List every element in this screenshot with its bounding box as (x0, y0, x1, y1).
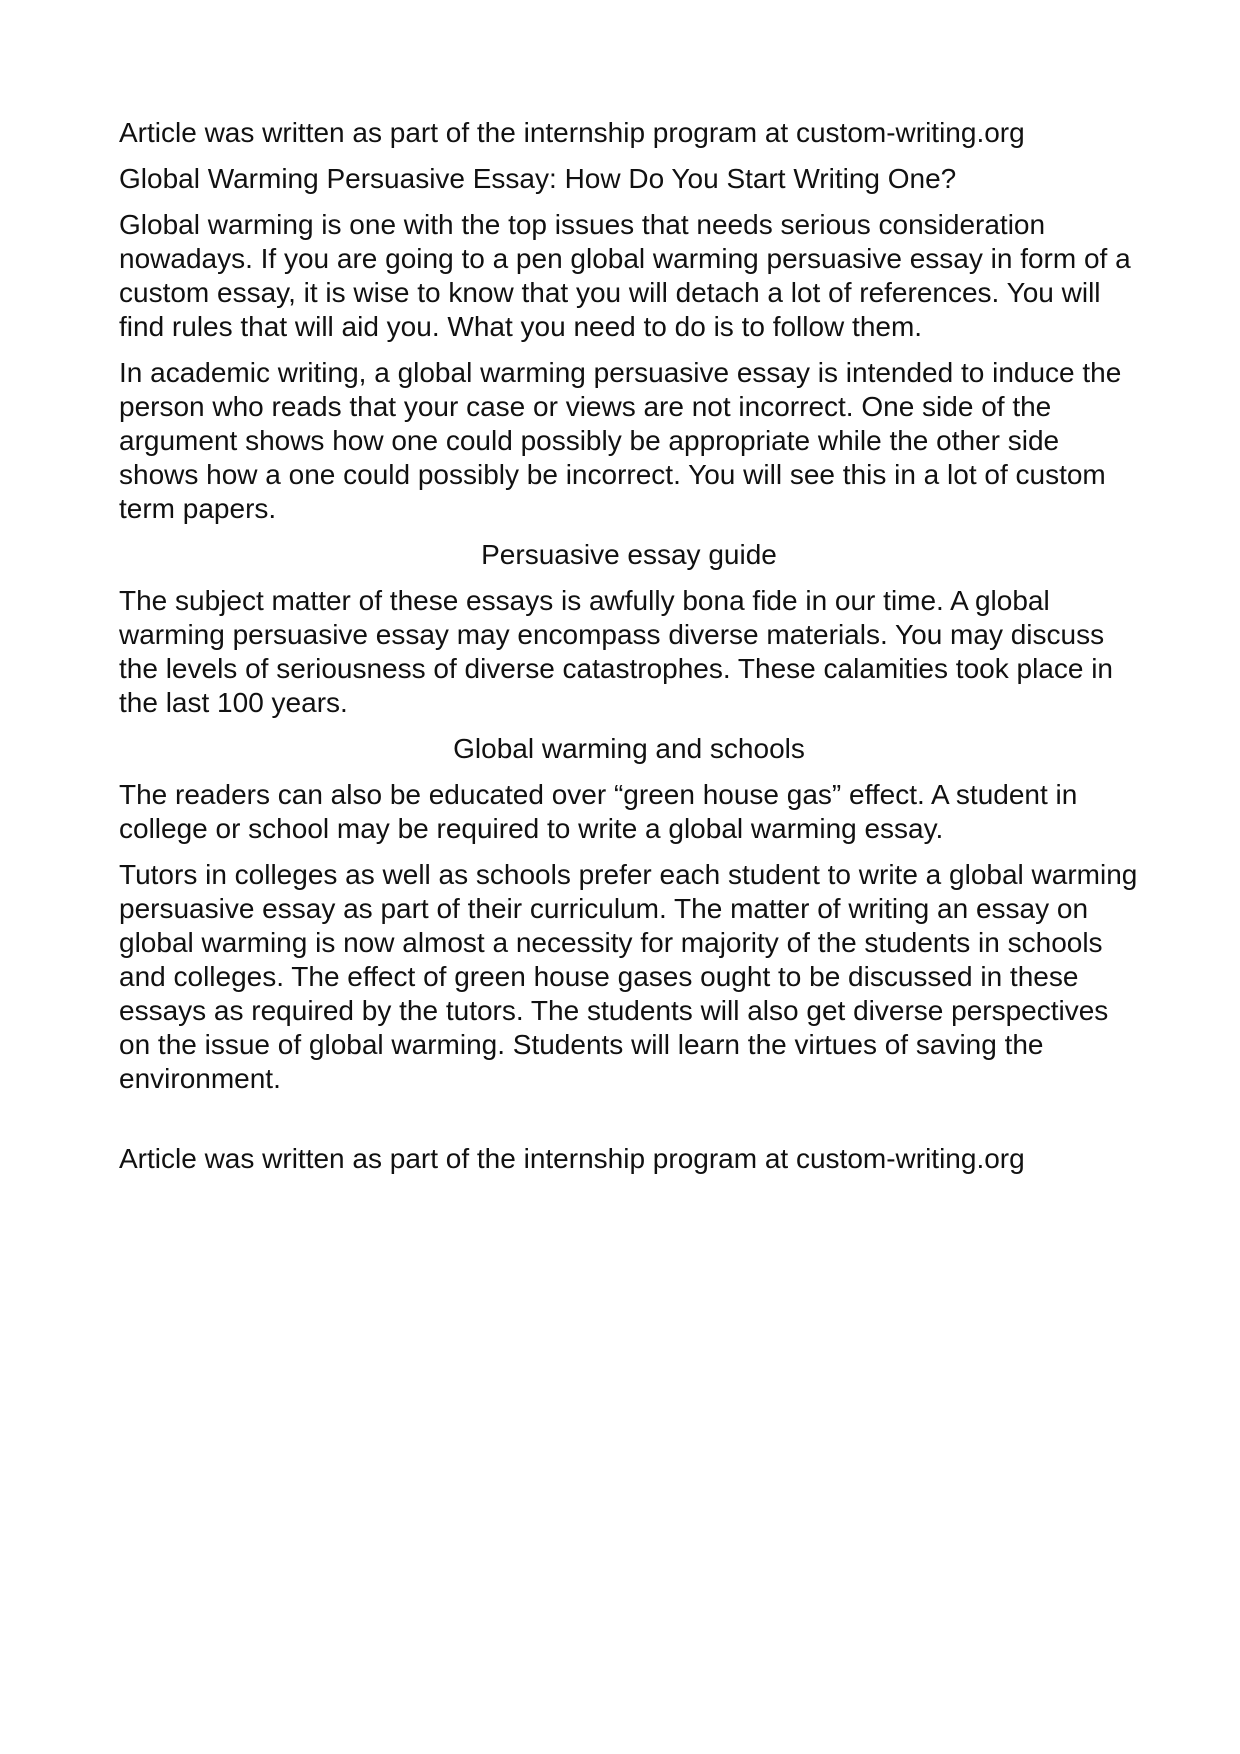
paragraph-tutors: Tutors in colleges as well as schools prefer each student to write a global warming persuasive essay as part of their curriculum. The matter of writing an essay on global warming is now almost a necessity for majority of the students in schools and colleges. The effect of green house gases ought to be discussed in these essays as required by the tutors. The students will also get diverse perspectives on the issue of global warming. Students will learn the virtues of saving the environment. (119, 859, 1138, 1094)
paragraph-readers: The readers can also be educated over “green house gas” effect. A student in college or school may be required to write a global warming essay. (119, 779, 1078, 844)
paragraph-subject-matter: The subject matter of these essays is awfully bona fide in our time. A global warming persuasive essay may encompass diverse materials. You may discuss the levels of seriousness of diverse catastrophes. These calamities took place in the last 100 years. (119, 585, 1113, 718)
paragraph-academic-writing: In academic writing, a global warming persuasive essay is intended to induce the person who reads that your case or views are not incorrect. One side of the argument shows how one could possibly be appropriate while the other side shows how a one could possibly be incorrect. You will see this in a lot of custom term papers. (119, 357, 1122, 524)
paragraph-intro: Global warming is one with the top issues that needs serious consideration nowadays. If you are going to a pen global warming persuasive essay in form of a custom essay, it is wise to know that you will detach a lot of references. You will find rules that will aid you. What you need to do is to follow them. (119, 209, 1131, 342)
document-body (119, 116, 1139, 1188)
header-note: Article was written as part of the internship program at custom-writing.org (119, 117, 1025, 148)
essay-title: Global Warming Persuasive Essay: How Do You Start Writing One? (119, 163, 957, 194)
footer-note: Article was written as part of the internship program at custom-writing.org (119, 1143, 1025, 1174)
section-heading-guide: Persuasive essay guide (481, 539, 777, 570)
section-heading-schools: Global warming and schools (453, 733, 805, 764)
